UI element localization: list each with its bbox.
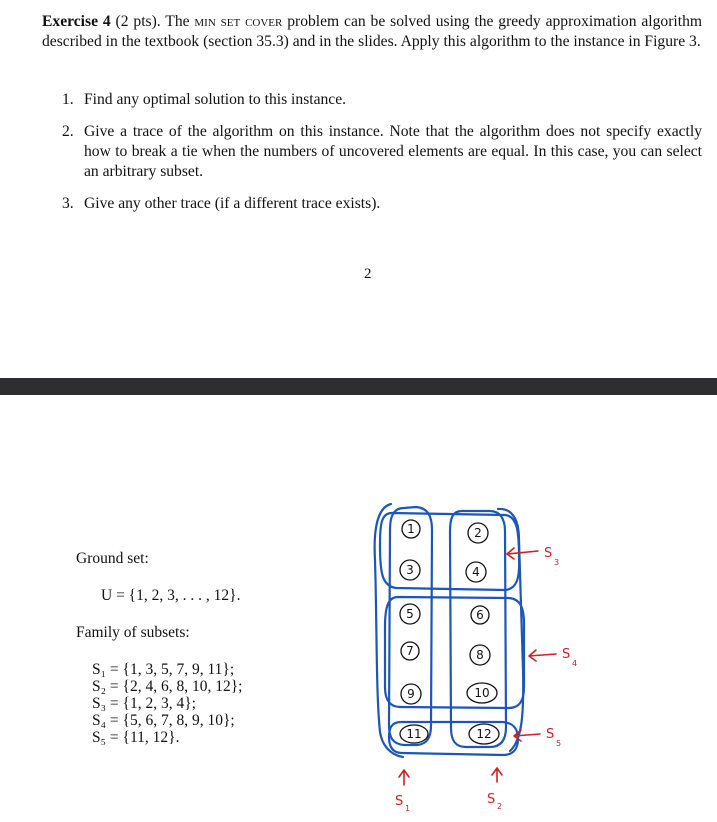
task-number: 2. [62, 123, 74, 140]
svg-text:1: 1 [407, 522, 415, 536]
set-cover-sketch [0, 395, 717, 822]
task-item [62, 194, 702, 214]
element-8 [470, 645, 490, 665]
task-text: Find any optimal solution to this instance. [84, 91, 347, 108]
outer-stroke-right [498, 509, 523, 751]
subset-s1: S₁ = {1, 3, 5, 7, 9, 11}; [92, 661, 235, 678]
s3-annotation [507, 546, 559, 567]
element-11 [400, 725, 428, 743]
svg-text:3: 3 [406, 563, 414, 577]
svg-text:3: 3 [554, 558, 560, 567]
svg-text:1: 1 [405, 804, 411, 813]
s2-annotation [487, 768, 502, 811]
page-number: 2 [364, 266, 372, 282]
subset-s3: S₃ = {1, 2, 3, 4}; [92, 695, 196, 712]
svg-text:S: S [546, 727, 555, 742]
svg-text:4: 4 [472, 565, 480, 579]
svg-text:4: 4 [572, 659, 578, 668]
svg-text:S: S [487, 792, 496, 807]
figure-panel [0, 395, 717, 822]
element-5 [400, 604, 420, 624]
element-6 [471, 606, 489, 624]
exercise-text-before: The [165, 13, 195, 30]
document-page [0, 0, 717, 378]
svg-text:S: S [544, 546, 553, 561]
svg-text:11: 11 [406, 727, 422, 741]
svg-text:12: 12 [476, 727, 492, 741]
ground-set-label: Ground set: [76, 550, 149, 567]
svg-text:5: 5 [406, 607, 414, 621]
universe-definition: U = {1, 2, 3, . . . , 12}. [101, 587, 241, 604]
s5-annotation [514, 727, 561, 748]
task-list [62, 90, 702, 226]
task-number: 1. [62, 91, 74, 108]
svg-text:2: 2 [474, 526, 482, 540]
subset-s2: S₂ = {2, 4, 6, 8, 10, 12}; [92, 678, 243, 695]
page-divider [0, 378, 717, 395]
family-label: Family of subsets: [76, 624, 190, 641]
subset-s5: S₅ = {11, 12}. [92, 729, 180, 746]
element-2 [468, 523, 488, 543]
task-text: Give any other trace (if a different trace exists). [84, 195, 381, 212]
exercise-heading: Exercise 4 [42, 13, 111, 30]
element-10 [467, 683, 497, 703]
svg-text:10: 10 [474, 686, 490, 700]
element-9 [401, 684, 421, 704]
task-item [62, 90, 702, 110]
exercise-text-after: problem can be solved using the greedy approximation algorithm described in the textbook (section 35.3) and in the slides. Apply this algorithm to the instance in Figure 3. [42, 13, 702, 50]
svg-text:8: 8 [476, 648, 484, 662]
s1-annotation [395, 770, 410, 813]
task-text: Give a trace of the algorithm on this instance. Note that the algorithm does not specify exactly how to break a tie when the numbers of uncovered elements are equal. In this case, you can select an arbitrary subset. [84, 123, 702, 180]
task-item [62, 122, 702, 182]
svg-text:2: 2 [497, 802, 503, 811]
svg-text:9: 9 [407, 687, 415, 701]
element-1 [402, 520, 420, 538]
svg-text:7: 7 [406, 644, 414, 658]
subset-s4: S₄ = {5, 6, 7, 8, 9, 10}; [92, 712, 235, 729]
svg-text:5: 5 [556, 739, 562, 748]
problem-name: min set cover [194, 13, 283, 30]
svg-text:6: 6 [476, 608, 484, 622]
s1-outline [389, 507, 432, 745]
exercise-points: (2 pts). [115, 13, 161, 30]
element-12 [469, 724, 499, 744]
s2-outline [450, 511, 506, 747]
element-3 [400, 560, 420, 580]
task-number: 3. [62, 195, 74, 212]
element-7 [401, 642, 419, 660]
exercise-statement [42, 12, 702, 52]
svg-text:S: S [562, 647, 571, 662]
element-4 [466, 562, 486, 582]
svg-text:S: S [395, 794, 404, 809]
s4-annotation [529, 647, 577, 668]
